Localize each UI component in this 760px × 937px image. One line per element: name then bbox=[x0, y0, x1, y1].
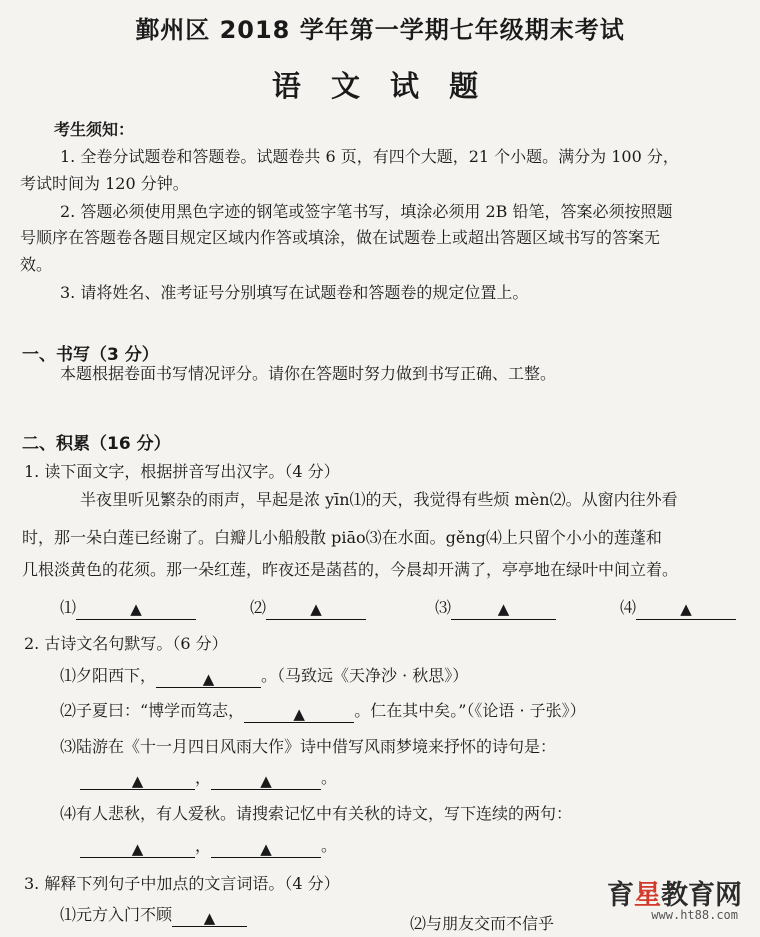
q2-line2 bbox=[60, 699, 586, 723]
comma: ， bbox=[195, 836, 212, 855]
q3-prompt: 3. 解释下列句子中加点的文言词语。（4 分） bbox=[24, 874, 340, 893]
answer-triangle: ▲ bbox=[260, 772, 272, 790]
q2-line3: ⑶陆游在《十一月四日风雨大作》诗中借写风雨梦境来抒怀的诗句是： bbox=[60, 737, 557, 756]
q1-passage-line: 几根淡黄色的花须。那一朵红莲，昨夜还是菡萏的，今晨却开满了，亭亭地在绿叶中间立着。 bbox=[22, 560, 679, 579]
blank-label: ⑴ bbox=[60, 598, 77, 617]
q2-blank-3[interactable] bbox=[80, 769, 195, 790]
notice-line: 考试时间为 120 分钟。 bbox=[20, 174, 189, 193]
watermark-text: 教育网 bbox=[661, 880, 742, 911]
q1-blank-2[interactable] bbox=[250, 596, 366, 620]
q2-line4-answers bbox=[80, 834, 337, 858]
answer-triangle: ▲ bbox=[131, 772, 144, 790]
answer-triangle: ▲ bbox=[293, 705, 305, 723]
answer-triangle: ▲ bbox=[260, 840, 272, 858]
notice-line: 3. 请将姓名、准考证号分别填写在试题卷和答题卷的规定位置上。 bbox=[60, 283, 529, 302]
site-watermark bbox=[607, 873, 742, 912]
answer-triangle: ▲ bbox=[202, 670, 215, 688]
q1-blank-4[interactable] bbox=[620, 596, 736, 620]
q3-blank-1[interactable] bbox=[172, 906, 247, 927]
answer-triangle: ▲ bbox=[680, 600, 692, 618]
section2-heading: 二、积累（16 分） bbox=[22, 434, 171, 454]
q3-item1 bbox=[60, 903, 247, 927]
q2-line1-text: ⑴夕阳西下， bbox=[60, 666, 157, 685]
q2-line2-text: ⑵子夏曰：“博学而笃志， bbox=[60, 701, 245, 720]
q1-prompt: 1. 读下面文字，根据拼音写出汉字。（4 分） bbox=[24, 462, 340, 481]
notice-line: 效。 bbox=[20, 255, 53, 274]
notice-line: 2. 答题必须使用黑色字迹的钢笔或签字笔书写，填涂必须用 2B 铅笔，答案必须按照题 bbox=[60, 202, 673, 221]
blank-label: ⑵ bbox=[250, 598, 267, 617]
q2-line1-source: 。（马致远《天净沙 · 秋思》） bbox=[261, 666, 469, 685]
q2-blank-1[interactable] bbox=[156, 667, 261, 688]
watermark-url: www.ht88.com bbox=[651, 908, 738, 922]
answer-triangle: ▲ bbox=[203, 909, 216, 927]
q2-line1 bbox=[60, 664, 468, 688]
answer-triangle: ▲ bbox=[497, 600, 510, 618]
notice-line: 号顺序在答题卷各题目规定区域内作答或填涂，做在试题卷上或超出答题区域书写的答案无 bbox=[20, 228, 661, 247]
blank-label: ⑷ bbox=[620, 598, 637, 617]
q2-line3-answers bbox=[80, 766, 337, 790]
section1-heading: 一、书写（3 分） bbox=[22, 345, 159, 365]
q3-item2: ⑵与朋友交而不信乎 bbox=[410, 914, 555, 933]
section1-text: 本题根据卷面书写情况评分。请你在答题时努力做到书写正确、工整。 bbox=[60, 364, 557, 383]
watermark-star-text: 星 bbox=[634, 880, 661, 911]
q1-blank-3[interactable] bbox=[435, 596, 556, 620]
q1-passage-line: 时，那一朵白莲已经谢了。白瓣儿小船般散 piāo⑶在水面。gěng⑷上只留个小小的莲蓬和 bbox=[22, 528, 662, 547]
q1-passage-line: 半夜里听见繁杂的雨声，早起是浓 yīn⑴的天，我觉得有些烦 mèn⑵。从窗内往外看 bbox=[80, 490, 678, 509]
period: 。 bbox=[321, 836, 338, 855]
q1-blank-1[interactable] bbox=[60, 596, 196, 620]
q2-blank-4[interactable] bbox=[211, 769, 321, 790]
period: 。 bbox=[321, 768, 338, 787]
exam-title: 鄞州区 2018 学年第一学期七年级期末考试 bbox=[135, 16, 625, 44]
comma: ， bbox=[195, 768, 212, 787]
q2-prompt: 2. 古诗文名句默写。（6 分） bbox=[24, 634, 228, 653]
blank-label: ⑶ bbox=[435, 598, 452, 617]
q2-line4: ⑷有人悲秋，有人爱秋。请搜索记忆中有关秋的诗文，写下连续的两句： bbox=[60, 804, 573, 823]
q2-line2-source: 。仁在其中矣。”（《论语 · 子张》） bbox=[354, 701, 586, 720]
answer-triangle: ▲ bbox=[131, 840, 144, 858]
paper-subtitle: 语 文 试 题 bbox=[271, 69, 489, 103]
q3-item1-text: ⑴元方入门不顾 bbox=[60, 905, 173, 924]
q2-blank-2[interactable] bbox=[244, 702, 354, 723]
answer-triangle: ▲ bbox=[310, 600, 322, 618]
notice-line: 1. 全卷分试题卷和答题卷。试题卷共 6 页，有四个大题，21 个小题。满分为 100 分， bbox=[60, 147, 679, 166]
notice-heading: 考生须知： bbox=[54, 120, 135, 139]
watermark-text: 育 bbox=[607, 880, 634, 911]
answer-triangle: ▲ bbox=[130, 600, 142, 618]
q2-blank-6[interactable] bbox=[211, 837, 321, 858]
q2-blank-5[interactable] bbox=[80, 837, 195, 858]
